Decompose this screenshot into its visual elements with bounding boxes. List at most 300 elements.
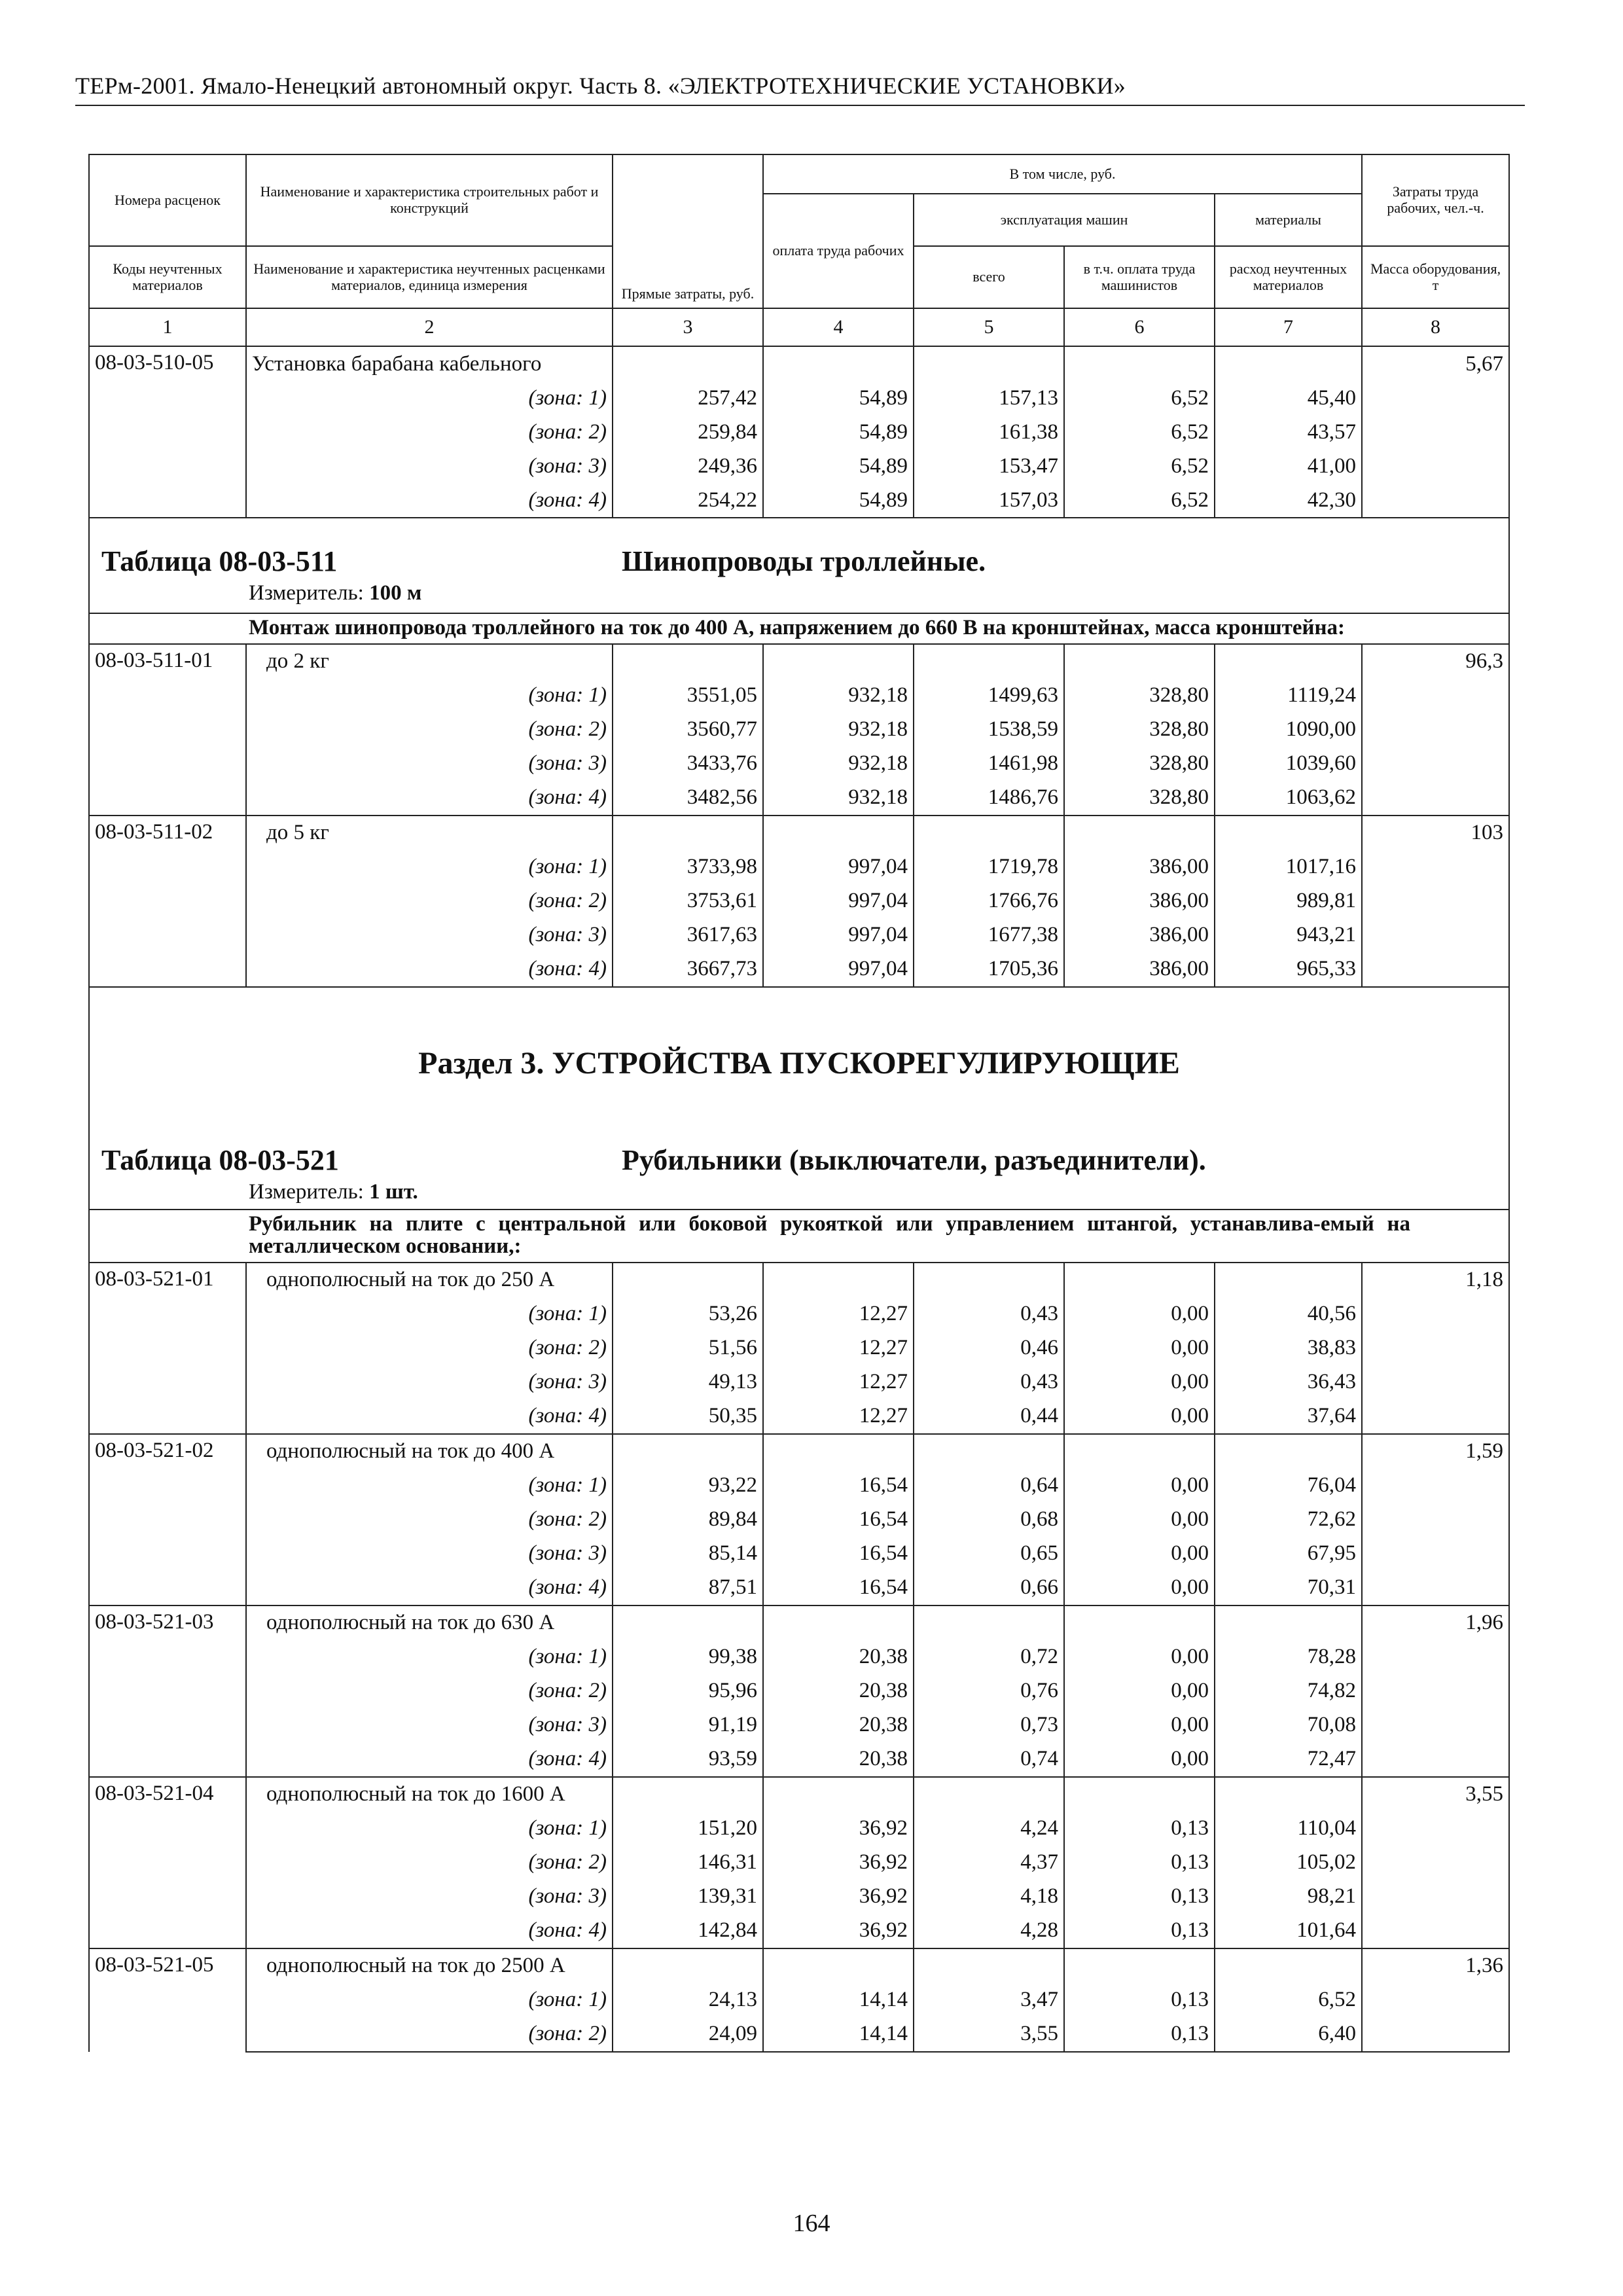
empty-cell [1064,816,1215,850]
zone-value: 932,18 [763,713,914,747]
zone-value: 1039,60 [1215,747,1362,781]
labor-value: 1,96 [1362,1605,1509,1640]
zone-value: 93,22 [613,1469,763,1503]
empty-cell [1362,1399,1509,1434]
zone-row [89,1812,1509,1846]
empty-cell [1362,1708,1509,1742]
zone-value: 151,20 [613,1812,763,1846]
work-description: Рубильник на плите с центральной или боковой рукояткой или управлением штангой, устанавлива-емый на металлическом основании,: [249,1211,1411,1259]
zone-value: 45,40 [1215,381,1362,415]
zone-value: 3433,76 [613,747,763,781]
labor-value: 3,55 [1362,1777,1509,1812]
zone-row [89,884,1509,918]
rate-row [89,1263,1509,1297]
rate-code: 08-03-510-05 [89,346,246,518]
col1-bottom-header: Коды неучтенных материалов [89,246,246,308]
description-cell [89,613,1509,644]
zone-value: 3560,77 [613,713,763,747]
table-title: Рубильники (выключатели, разъединители). [622,1143,1206,1176]
zone-value: 0,64 [914,1469,1064,1503]
empty-cell [1362,884,1509,918]
column-number: 4 [763,308,914,346]
zone-label: (зона: 2) [246,1503,613,1537]
zone-value: 1063,62 [1215,781,1362,816]
zone-label: (зона: 3) [246,1537,613,1571]
empty-cell [613,346,763,381]
zone-row [89,1674,1509,1708]
zone-value: 254,22 [613,483,763,518]
zone-value: 386,00 [1064,918,1215,952]
zone-value: 54,89 [763,415,914,449]
empty-cell [763,346,914,381]
zone-row [89,713,1509,747]
empty-cell [1215,1948,1362,1983]
zone-value: 386,00 [1064,850,1215,884]
labor-value: 1,18 [1362,1263,1509,1297]
rate-code: 08-03-511-01 [89,644,246,816]
zone-value: 328,80 [1064,713,1215,747]
zone-value: 16,54 [763,1503,914,1537]
rate-row [89,644,1509,679]
zone-value: 3753,61 [613,884,763,918]
empty-cell [1362,381,1509,415]
labor-value: 5,67 [1362,346,1509,381]
empty-cell [613,1777,763,1812]
empty-cell [1362,1537,1509,1571]
empty-cell [914,1263,1064,1297]
empty-cell [1362,1331,1509,1365]
zone-value: 1677,38 [914,918,1064,952]
empty-cell [1362,2017,1509,2052]
rate-row [89,346,1509,381]
zone-value: 6,52 [1215,1983,1362,2017]
zone-value: 0,76 [914,1674,1064,1708]
zone-value: 0,13 [1064,1983,1215,2017]
column-number: 2 [246,308,613,346]
zone-value: 72,47 [1215,1742,1362,1777]
zone-value: 36,92 [763,1812,914,1846]
empty-cell [1362,1812,1509,1846]
zone-value: 6,40 [1215,2017,1362,2052]
zone-value: 932,18 [763,679,914,713]
table-label: Таблица 08-03-511 [101,545,338,577]
zone-value: 1705,36 [914,952,1064,987]
zone-value: 0,00 [1064,1331,1215,1365]
empty-cell [1215,1605,1362,1640]
zone-value: 0,66 [914,1571,1064,1605]
zone-value: 0,68 [914,1503,1064,1537]
zone-value: 0,46 [914,1331,1064,1365]
zone-value: 146,31 [613,1846,763,1880]
zone-value: 1461,98 [914,747,1064,781]
zone-label: (зона: 2) [246,1331,613,1365]
zone-value: 1719,78 [914,850,1064,884]
zone-value: 12,27 [763,1399,914,1434]
zone-row [89,1571,1509,1605]
zone-value: 41,00 [1215,449,1362,483]
empty-cell [1215,644,1362,679]
zone-label: (зона: 1) [246,1469,613,1503]
zone-value: 965,33 [1215,952,1362,987]
zone-value: 110,04 [1215,1812,1362,1846]
zone-value: 24,13 [613,1983,763,2017]
measure-value: 100 м [369,581,422,605]
zone-label: (зона: 4) [246,1571,613,1605]
exploit-header: эксплуатация машин [914,194,1215,246]
incl-header: В том числе, руб. [763,154,1362,194]
zone-value: 42,30 [1215,483,1362,518]
zone-value: 943,21 [1215,918,1362,952]
zone-value: 0,00 [1064,1708,1215,1742]
measure-line [101,581,1497,610]
zone-value: 0,65 [914,1537,1064,1571]
header-rule [75,105,1525,106]
rate-row [89,816,1509,850]
zone-value: 6,52 [1064,415,1215,449]
empty-cell [1064,1948,1215,1983]
zone-value: 3667,73 [613,952,763,987]
zone-value: 16,54 [763,1571,914,1605]
zone-value: 36,92 [763,1846,914,1880]
zone-label: (зона: 4) [246,952,613,987]
zone-value: 6,52 [1064,381,1215,415]
zone-value: 70,08 [1215,1708,1362,1742]
zone-value: 87,51 [613,1571,763,1605]
zone-value: 997,04 [763,850,914,884]
zone-row [89,449,1509,483]
zone-row [89,1331,1509,1365]
empty-cell [1362,1503,1509,1537]
zone-label: (зона: 2) [246,2017,613,2052]
zone-label: (зона: 1) [246,850,613,884]
zone-value: 20,38 [763,1674,914,1708]
empty-cell [763,1263,914,1297]
empty-cell [613,816,763,850]
rate-name: однополюсный на ток до 1600 А [246,1777,613,1812]
empty-cell [914,1948,1064,1983]
zone-label: (зона: 2) [246,884,613,918]
column-number: 6 [1064,308,1215,346]
zone-row [89,1880,1509,1914]
zone-row [89,1537,1509,1571]
rate-name: однополюсный на ток до 2500 А [246,1948,613,1983]
empty-cell [613,644,763,679]
zone-value: 0,13 [1064,1812,1215,1846]
rate-name: до 2 кг [246,644,613,679]
empty-cell [1362,918,1509,952]
zone-value: 0,74 [914,1742,1064,1777]
column-number: 5 [914,308,1064,346]
empty-cell [613,1948,763,1983]
zone-row [89,918,1509,952]
zone-value: 14,14 [763,1983,914,2017]
empty-cell [1362,713,1509,747]
col6-header: в т.ч. оплата труда машинистов [1064,246,1215,308]
empty-cell [1362,483,1509,518]
zone-label: (зона: 3) [246,449,613,483]
empty-cell [1362,1469,1509,1503]
empty-cell [1362,415,1509,449]
zone-row [89,1846,1509,1880]
zone-value: 3482,56 [613,781,763,816]
rates-table [88,154,1510,2053]
zone-value: 67,95 [1215,1537,1362,1571]
zone-value: 0,44 [914,1399,1064,1434]
work-description: Монтаж шинопровода троллейного на ток до 400 А, напряжением до 660 В на кронштейнах, масса кронштейна: [249,616,1346,639]
empty-cell [1362,1365,1509,1399]
zone-value: 54,89 [763,381,914,415]
rate-name: до 5 кг [246,816,613,850]
empty-cell [1064,346,1215,381]
rate-row [89,1777,1509,1812]
zone-value: 20,38 [763,1742,914,1777]
empty-cell [763,1605,914,1640]
zone-label: (зона: 4) [246,1914,613,1948]
measure-label: Измеритель: [249,1179,364,1204]
zone-value: 0,00 [1064,1640,1215,1674]
zone-value: 0,00 [1064,1503,1215,1537]
zone-value: 932,18 [763,781,914,816]
col8-top-header: Затраты труда рабочих, чел.-ч. [1362,154,1509,246]
empty-cell [1362,1742,1509,1777]
zone-label: (зона: 3) [246,1708,613,1742]
empty-cell [613,1605,763,1640]
zone-value: 4,18 [914,1880,1064,1914]
zone-label: (зона: 4) [246,1399,613,1434]
zone-value: 89,84 [613,1503,763,1537]
zone-value: 0,00 [1064,1537,1215,1571]
empty-cell [1064,1263,1215,1297]
zone-value: 54,89 [763,449,914,483]
zone-value: 1090,00 [1215,713,1362,747]
empty-cell [1064,1434,1215,1469]
zone-row [89,679,1509,713]
zone-label: (зона: 2) [246,415,613,449]
zone-label: (зона: 1) [246,1812,613,1846]
zone-row [89,1399,1509,1434]
zone-value: 997,04 [763,952,914,987]
zone-value: 38,83 [1215,1331,1362,1365]
empty-cell [613,1434,763,1469]
empty-cell [914,644,1064,679]
zone-label: (зона: 3) [246,918,613,952]
zone-value: 93,59 [613,1742,763,1777]
zone-value: 4,28 [914,1914,1064,1948]
empty-cell [763,1434,914,1469]
zone-row [89,483,1509,518]
zone-label: (зона: 3) [246,1880,613,1914]
zone-value: 24,09 [613,2017,763,2052]
empty-cell [1362,1571,1509,1605]
rate-code: 08-03-521-02 [89,1434,246,1605]
zone-value: 101,64 [1215,1914,1362,1948]
zone-value: 40,56 [1215,1297,1362,1331]
zone-label: (зона: 2) [246,1846,613,1880]
zone-value: 328,80 [1064,747,1215,781]
zone-value: 1119,24 [1215,679,1362,713]
zone-value: 0,13 [1064,1914,1215,1948]
empty-cell [763,1777,914,1812]
zone-value: 12,27 [763,1365,914,1399]
zone-value: 6,52 [1064,483,1215,518]
zone-value: 153,47 [914,449,1064,483]
zone-value: 37,64 [1215,1399,1362,1434]
zone-value: 1766,76 [914,884,1064,918]
empty-cell [914,346,1064,381]
zone-value: 0,00 [1064,1297,1215,1331]
zone-value: 3,55 [914,2017,1064,2052]
zone-row [89,1914,1509,1948]
zone-row [89,1640,1509,1674]
zone-row [89,1708,1509,1742]
table-heading [89,518,1509,613]
col1-top-header: Номера расценок [89,154,246,246]
zone-row [89,415,1509,449]
labor-value: 1,59 [1362,1434,1509,1469]
empty-cell [914,1434,1064,1469]
rate-code: 08-03-521-05 [89,1948,246,2052]
zone-row [89,850,1509,884]
zone-value: 0,72 [914,1640,1064,1674]
zone-value: 0,00 [1064,1571,1215,1605]
rate-code: 08-03-521-04 [89,1777,246,1948]
zone-value: 0,00 [1064,1399,1215,1434]
rate-name: Установка барабана кабельного [246,346,613,381]
zone-row [89,1297,1509,1331]
zone-value: 53,26 [613,1297,763,1331]
empty-cell [914,1777,1064,1812]
zone-label: (зона: 1) [246,679,613,713]
empty-cell [914,816,1064,850]
column-number: 8 [1362,308,1509,346]
empty-cell [1362,850,1509,884]
measure-value: 1 шт. [369,1179,418,1204]
labor-value: 103 [1362,816,1509,850]
rate-name: однополюсный на ток до 400 А [246,1434,613,1469]
rate-name: однополюсный на ток до 250 А [246,1263,613,1297]
table-label: Таблица 08-03-521 [101,1143,339,1176]
zone-value: 328,80 [1064,679,1215,713]
zone-value: 0,43 [914,1365,1064,1399]
labor-value: 1,36 [1362,1948,1509,1983]
zone-value: 1486,76 [914,781,1064,816]
col4-header: оплата труда рабочих [763,194,914,308]
zone-value: 36,43 [1215,1365,1362,1399]
zone-value: 20,38 [763,1640,914,1674]
zone-value: 0,73 [914,1708,1064,1742]
zone-value: 259,84 [613,415,763,449]
zone-row [89,1983,1509,2017]
zone-value: 49,13 [613,1365,763,1399]
zone-value: 36,92 [763,1880,914,1914]
zone-row [89,747,1509,781]
zone-value: 4,24 [914,1812,1064,1846]
zone-label: (зона: 3) [246,1365,613,1399]
empty-cell [763,816,914,850]
empty-cell [1215,346,1362,381]
zone-label: (зона: 1) [246,1640,613,1674]
zone-value: 1017,16 [1215,850,1362,884]
empty-cell [1064,1777,1215,1812]
zone-value: 0,00 [1064,1365,1215,1399]
zone-value: 4,37 [914,1846,1064,1880]
empty-cell [1362,781,1509,816]
zone-value: 14,14 [763,2017,914,2052]
labor-value: 96,3 [1362,644,1509,679]
zone-value: 3733,98 [613,850,763,884]
empty-cell [1362,1640,1509,1674]
zone-row [89,781,1509,816]
empty-cell [1362,1914,1509,1948]
zone-label: (зона: 1) [246,1297,613,1331]
section-title: Раздел 3. УСТРОЙСТВА ПУСКОРЕГУЛИРУЮЩИЕ [418,1045,1180,1081]
column-number: 1 [89,308,246,346]
zone-value: 157,13 [914,381,1064,415]
col8-bottom-header: Масса оборудования, т [1362,246,1509,308]
zone-value: 257,42 [613,381,763,415]
empty-cell [1215,1263,1362,1297]
rate-name: однополюсный на ток до 630 А [246,1605,613,1640]
col5-header: всего [914,246,1064,308]
rate-row [89,1948,1509,1983]
rate-row [89,1605,1509,1640]
zone-value: 12,27 [763,1331,914,1365]
running-header: ТЕРм-2001. Ямало-Ненецкий автономный округ. Часть 8. «ЭЛЕКТРОТЕХНИЧЕСКИЕ УСТАНОВКИ» [75,73,1126,99]
empty-cell [1215,816,1362,850]
col2-top-header: Наименование и характеристика строительных работ и конструкций [246,154,613,246]
zone-value: 989,81 [1215,884,1362,918]
col3-header: Прямые затраты, руб. [613,154,763,308]
empty-cell [763,1948,914,1983]
empty-cell [1362,1846,1509,1880]
zone-value: 85,14 [613,1537,763,1571]
col7-header: расход неучтенных материалов [1215,246,1362,308]
rate-row [89,1434,1509,1469]
zone-label: (зона: 4) [246,483,613,518]
zone-label: (зона: 4) [246,781,613,816]
zone-row [89,2017,1509,2052]
description-row [89,1210,1509,1263]
zone-value: 3617,63 [613,918,763,952]
measure-label: Измеритель: [249,581,364,605]
zone-value: 105,02 [1215,1846,1362,1880]
column-number: 3 [613,308,763,346]
zone-value: 74,82 [1215,1674,1362,1708]
zone-value: 0,00 [1064,1674,1215,1708]
zone-label: (зона: 2) [246,1674,613,1708]
zone-row [89,1469,1509,1503]
zone-value: 0,00 [1064,1469,1215,1503]
measure-line [101,1180,1497,1209]
description-cell [89,1210,1509,1263]
col2-bottom-header: Наименование и характеристика неучтенных расценками материалов, единица измерения [246,246,613,308]
column-number: 7 [1215,308,1362,346]
zone-value: 54,89 [763,483,914,518]
empty-cell [1362,1983,1509,2017]
zone-value: 72,62 [1215,1503,1362,1537]
zone-value: 328,80 [1064,781,1215,816]
zone-label: (зона: 2) [246,713,613,747]
zone-value: 0,13 [1064,1880,1215,1914]
zone-value: 386,00 [1064,952,1215,987]
empty-cell [1362,1880,1509,1914]
zone-value: 997,04 [763,918,914,952]
empty-cell [914,1605,1064,1640]
zone-value: 99,38 [613,1640,763,1674]
zone-value: 36,92 [763,1914,914,1948]
empty-cell [1064,644,1215,679]
zone-value: 386,00 [1064,884,1215,918]
